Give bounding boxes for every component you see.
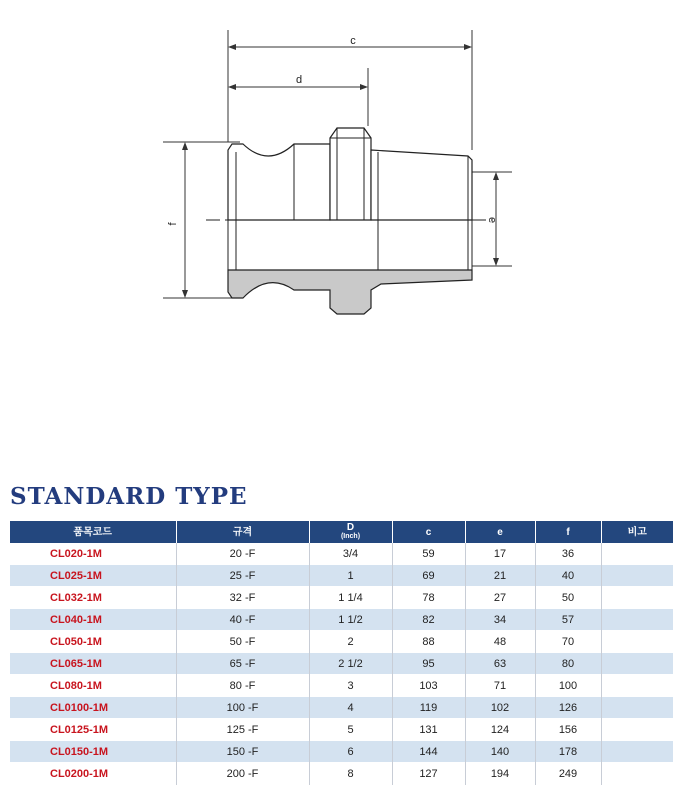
cell-e: 102 [465,697,535,719]
cell-f: 80 [535,653,601,675]
body-upper [228,144,330,220]
cell-note [601,587,673,609]
cell-f: 70 [535,631,601,653]
cell-code: CL0150-1M [10,741,176,763]
cell-d: 5 [309,719,392,741]
cell-code: CL0200-1M [10,763,176,785]
table-row [10,609,673,631]
table-row [10,565,673,587]
cell-note [601,565,673,587]
cell-code: CL0100-1M [10,697,176,719]
cell-code: CL020-1M [10,543,176,565]
cell-code: CL040-1M [10,609,176,631]
cell-code: CL065-1M [10,653,176,675]
table-header-row [10,521,673,543]
cell-code: CL050-1M [10,631,176,653]
cell-c: 59 [392,543,465,565]
cell-f: 57 [535,609,601,631]
cell-spec: 80 -F [176,675,309,697]
cell-d: 3 [309,675,392,697]
cell-note [601,719,673,741]
cell-c: 103 [392,675,465,697]
cell-d: 1 [309,565,392,587]
cell-f: 100 [535,675,601,697]
cell-spec: 40 -F [176,609,309,631]
header-f: f [535,521,601,543]
cell-c: 144 [392,741,465,763]
cell-note [601,763,673,785]
table-row [10,675,673,697]
thread-upper [371,150,472,220]
cell-d: 4 [309,697,392,719]
header-note: 비고 [601,521,673,543]
cell-spec: 125 -F [176,719,309,741]
section-title: STANDARD TYPE [10,483,248,510]
cell-c: 69 [392,565,465,587]
hex-upper [330,128,371,220]
header-d [309,521,392,543]
cell-d: 3/4 [309,543,392,565]
coupler-drawing [0,0,679,330]
cell-note [601,609,673,631]
cell-spec: 100 -F [176,697,309,719]
cell-e: 71 [465,675,535,697]
cell-e: 21 [465,565,535,587]
cell-d: 1 1/2 [309,609,392,631]
cell-spec: 20 -F [176,543,309,565]
section-lower [228,270,472,314]
table-row [10,719,673,741]
table-row [10,697,673,719]
label-d: d [295,74,303,86]
spec-table [10,521,673,785]
cell-f: 40 [535,565,601,587]
cell-e: 63 [465,653,535,675]
cell-f: 36 [535,543,601,565]
table-row [10,653,673,675]
cell-spec: 50 -F [176,631,309,653]
cell-d: 8 [309,763,392,785]
table-row [10,631,673,653]
cell-spec: 200 -F [176,763,309,785]
cell-spec: 25 -F [176,565,309,587]
cell-e: 140 [465,741,535,763]
header-e: e [465,521,535,543]
label-e: e [486,216,498,224]
cell-d: 2 [309,631,392,653]
cell-e: 27 [465,587,535,609]
cell-c: 119 [392,697,465,719]
table-row [10,587,673,609]
cell-e: 194 [465,763,535,785]
cell-code: CL032-1M [10,587,176,609]
cell-d: 1 1/4 [309,587,392,609]
cell-spec: 150 -F [176,741,309,763]
header-spec: 규격 [176,521,309,543]
cell-d: 2 1/2 [309,653,392,675]
cell-note [601,631,673,653]
cell-f: 126 [535,697,601,719]
cell-code: CL0125-1M [10,719,176,741]
cell-f: 50 [535,587,601,609]
cell-e: 124 [465,719,535,741]
cell-f: 249 [535,763,601,785]
cell-c: 95 [392,653,465,675]
table-row [10,543,673,565]
cell-e: 48 [465,631,535,653]
cell-d: 6 [309,741,392,763]
cell-code: CL025-1M [10,565,176,587]
header-code: 품목코드 [10,521,176,543]
cell-c: 127 [392,763,465,785]
cell-note [601,697,673,719]
table-row [10,763,673,785]
cell-e: 17 [465,543,535,565]
cell-c: 88 [392,631,465,653]
cell-note [601,653,673,675]
cell-spec: 32 -F [176,587,309,609]
label-f: f [167,222,179,226]
cell-c: 78 [392,587,465,609]
cell-note [601,675,673,697]
cell-c: 131 [392,719,465,741]
cell-f: 156 [535,719,601,741]
cell-e: 34 [465,609,535,631]
cell-c: 82 [392,609,465,631]
table-row [10,741,673,763]
header-c: c [392,521,465,543]
cell-note [601,741,673,763]
cell-f: 178 [535,741,601,763]
cell-note [601,543,673,565]
label-c: c [350,35,356,47]
header-d-label: D [346,522,355,533]
cell-code: CL080-1M [10,675,176,697]
cell-spec: 65 -F [176,653,309,675]
header-d-unit: (Inch) [340,533,361,540]
